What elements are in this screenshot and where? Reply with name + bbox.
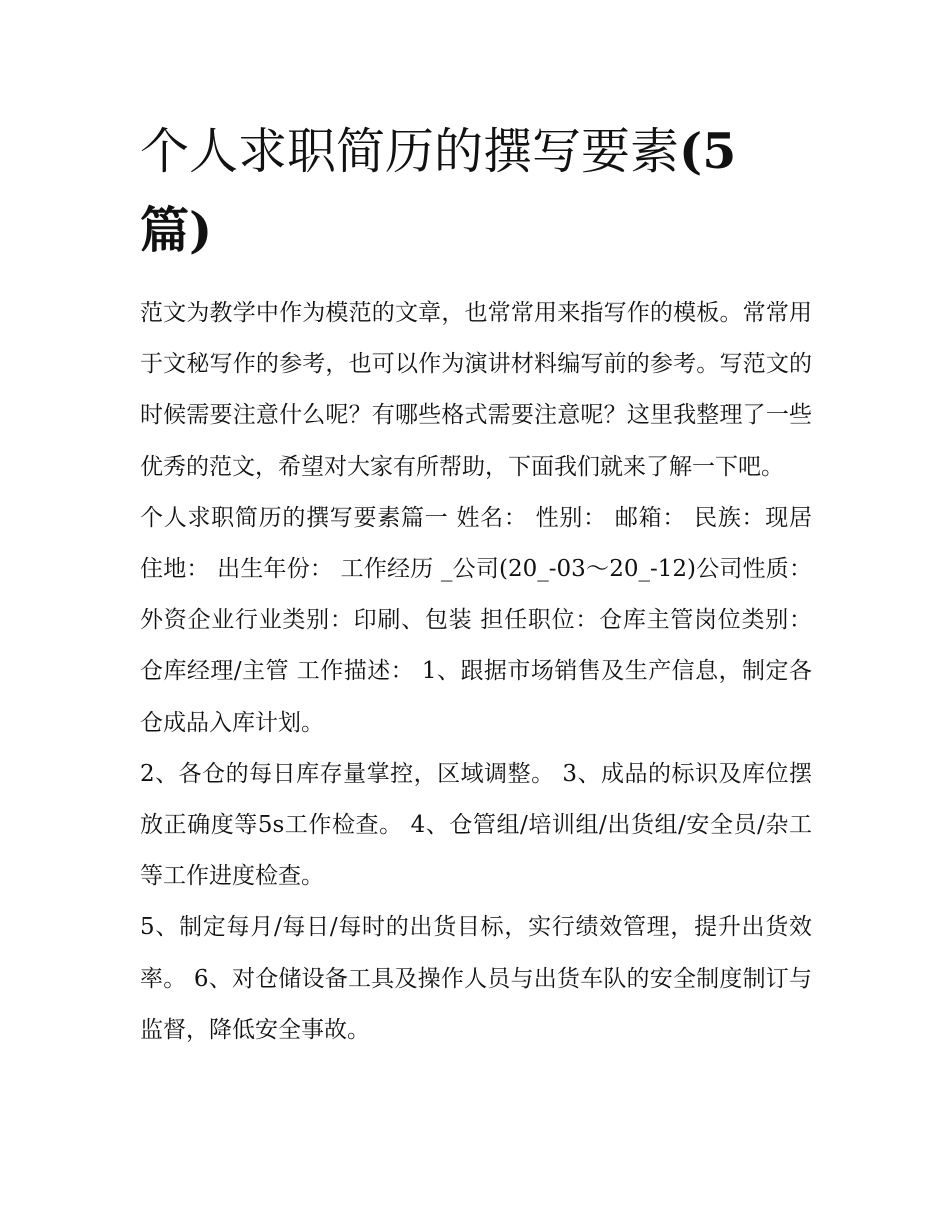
paragraph-duties-2-4: 2、各仓的每日库存量掌控，区域调整。 3、成品的标识及库位摆放正确度等5s工作检查。 4、仓管组/培训组/出货组/安全员/杂工等工作进度检查。 <box>140 760 812 890</box>
paragraph-intro: 范文为教学中作为模范的文章，也常常用来指写作的模板。常常用于文秘写作的参考，也可以作为演讲材料编写前的参考。写范文的时候需要注意什么呢？有哪些格式需要注意呢？这里我整理了一些优秀的范文，希望对大家有所帮助，下面我们就来了解一下吧。 <box>140 300 812 480</box>
title-main: 个人求职简历的撰写要素 <box>140 123 680 180</box>
paragraph-duties-5-6: 5、制定每月/每日/每时的出货目标，实行绩效管理，提升出货效率。 6、对仓储设备工具及操作人员与出货车队的安全制度制订与监督，降低安全事故。 <box>140 914 812 1043</box>
document-body <box>140 288 812 1056</box>
document-title <box>140 112 780 270</box>
title-paren: (5篇) <box>140 122 737 259</box>
document-content <box>140 112 812 1056</box>
paragraph-resume-sample: 个人求职简历的撰写要素篇一 姓名： 性别： 邮箱： 民族：现居住地： 出生年份： 工作经历 _公司(20_-03～20_-12)公司性质：外资企业行业类别：印刷、包装 担任职位：仓库主管岗位类别：仓库经理/主管 工作描述： 1、跟据市场销售及生产信息，制定各仓成品入库计划。 <box>140 504 812 736</box>
